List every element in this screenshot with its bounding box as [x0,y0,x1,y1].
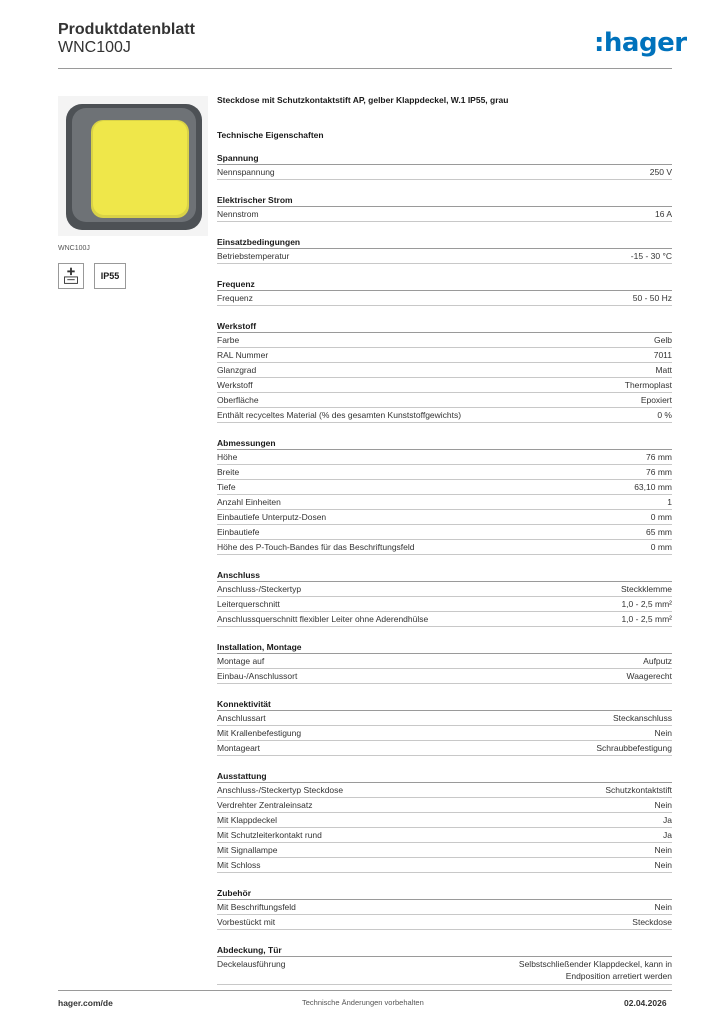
spec-value: 1,0 - 2,5 mm² [621,614,672,624]
spec-value: Waagerecht [626,671,672,681]
spec-row [217,582,672,597]
document-title: Produktdatenblatt [58,21,195,38]
spec-section [217,152,672,180]
spec-section [217,236,672,264]
spec-row [217,249,672,264]
spec-label: Einbautiefe Unterputz-Dosen [217,512,327,522]
spec-value: Gelb [654,335,672,345]
spec-value: Schraubbefestigung [596,743,672,753]
spec-value: 16 A [654,209,672,219]
spec-row [217,900,672,915]
section-title: Abmessungen [217,437,672,450]
spec-row [217,711,672,726]
spec-label: Anschlussquerschnitt flexibler Leiter ohne Aderendhülse [217,614,429,624]
section-title: Werkstoff [217,320,672,333]
spec-label: Farbe [217,335,240,345]
spec-value: 7011 [653,350,672,360]
spec-value: Nein [654,800,672,810]
spec-label: Frequenz [217,293,253,303]
spec-label: Mit Klappdeckel [217,815,278,825]
spec-section [217,278,672,306]
spec-label: Mit Krallenbefestigung [217,728,302,738]
spec-label: Anzahl Einheiten [217,497,281,507]
spec-row [217,798,672,813]
spec-row [217,525,672,540]
spec-label: Oberfläche [217,395,259,405]
footer-divider [58,990,672,991]
spec-label: Montageart [217,743,260,753]
spec-sections [217,152,672,985]
spec-value: Selbstschließender Klappdeckel, kann in Endposition arretiert werden [518,959,672,981]
spec-label: Deckelausführung [217,959,286,969]
spec-value: Ja [663,830,672,840]
protection-class-icon [58,263,84,289]
spec-section [217,320,672,423]
spec-row [217,465,672,480]
product-caption: WNC100J [58,245,90,252]
spec-value: Aufputz [643,656,672,666]
spec-row [217,393,672,408]
spec-label: Montage auf [217,656,265,666]
spec-label: Anschluss-/Steckertyp Steckdose [217,785,344,795]
spec-value: 1 [667,497,672,507]
spec-label: Nennstrom [217,209,259,219]
spec-row [217,783,672,798]
footer-disclaimer: Technische Änderungen vorbehalten [302,998,424,1007]
section-title: Anschluss [217,569,672,582]
spec-section [217,770,672,873]
section-title: Zubehör [217,887,672,900]
spec-row [217,741,672,756]
spec-label: Nennspannung [217,167,275,177]
footer-date: 02.04.2026 [624,998,667,1008]
spec-label: Betriebstemperatur [217,251,290,261]
spec-row [217,843,672,858]
spec-label: Breite [217,467,240,477]
spec-section [217,437,672,555]
spec-value: Schutzkontaktstift [605,785,672,795]
spec-value: 1,0 - 2,5 mm² [621,599,672,609]
spec-value: 76 mm [646,467,672,477]
product-description: Steckdose mit Schutzkontaktstift AP, gelber Klappdeckel, W.1 IP55, grau [217,95,509,105]
spec-value: Ja [663,815,672,825]
spec-value: Matt [655,365,672,375]
section-title: Elektrischer Strom [217,194,672,207]
spec-label: Mit Schutzleiterkontakt rund [217,830,322,840]
spec-value: 63,10 mm [634,482,672,492]
spec-value: 76 mm [646,452,672,462]
spec-value: Steckanschluss [612,713,672,723]
product-cover [93,121,187,215]
spec-row [217,333,672,348]
spec-label: Anschluss-/Steckertyp [217,584,302,594]
spec-label: RAL Nummer [217,350,269,360]
spec-section [217,887,672,930]
spec-row [217,612,672,627]
product-image [58,96,208,236]
spec-row [217,207,672,222]
spec-row [217,726,672,741]
spec-row [217,669,672,684]
spec-label: Mit Signallampe [217,845,278,855]
spec-section [217,944,672,985]
spec-value: Nein [654,902,672,912]
spec-value: 250 V [649,167,672,177]
spec-value: Steckdose [632,917,672,927]
spec-value: Epoxiert [640,395,672,405]
spec-value: 0 mm [650,512,672,522]
spec-row [217,291,672,306]
section-title: Installation, Montage [217,641,672,654]
section-title: Spannung [217,152,672,165]
spec-value: -15 - 30 °C [630,251,672,261]
hager-logo: :hager [594,28,687,58]
section-title: Ausstattung [217,770,672,783]
spec-label: Mit Schloss [217,860,261,870]
spec-section [217,698,672,756]
spec-row [217,165,672,180]
spec-row [217,858,672,873]
spec-label: Einbau-/Anschlussort [217,671,298,681]
spec-row [217,510,672,525]
spec-label: Tiefe [217,482,236,492]
spec-label: Einbautiefe [217,527,260,537]
section-title: Abdeckung, Tür [217,944,672,957]
section-title: Einsatzbedingungen [217,236,672,249]
tech-properties-title: Technische Eigenschaften [217,130,324,140]
ip-rating-badge: IP55 [94,263,126,289]
spec-row [217,654,672,669]
spec-row [217,480,672,495]
spec-row [217,378,672,393]
spec-row [217,828,672,843]
spec-label: Mit Beschriftungsfeld [217,902,296,912]
spec-row [217,408,672,423]
spec-row [217,450,672,465]
spec-label: Glanzgrad [217,365,257,375]
spec-row [217,597,672,612]
spec-section [217,194,672,222]
section-title: Konnektivität [217,698,672,711]
spec-row [217,957,672,985]
spec-value: Nein [654,845,672,855]
spec-label: Vorbestückt mit [217,917,276,927]
spec-content [217,95,672,999]
spec-value: Steckklemme [620,584,672,594]
spec-value: Nein [654,728,672,738]
spec-value: 0 % [657,410,672,420]
section-title: Frequenz [217,278,672,291]
spec-label: Verdrehter Zentraleinsatz [217,800,313,810]
spec-row [217,348,672,363]
document-subtitle: WNC100J [58,39,131,56]
spec-row [217,540,672,555]
spec-label: Werkstoff [217,380,253,390]
spec-row [217,813,672,828]
spec-value: 65 mm [646,527,672,537]
spec-label: Anschlussart [217,713,266,723]
spec-label: Höhe [217,452,238,462]
spec-value: 50 - 50 Hz [632,293,672,303]
spec-label: Enthält recyceltes Material (% des gesamten Kunststoffgewichts) [217,410,462,420]
spec-label: Leiterquerschnitt [217,599,280,609]
spec-value: Thermoplast [624,380,672,390]
spec-section [217,641,672,684]
spec-value: Nein [654,860,672,870]
spec-section [217,569,672,627]
spec-row [217,363,672,378]
spec-value: 0 mm [650,542,672,552]
header-divider [58,68,672,69]
spec-row [217,495,672,510]
spec-label: Höhe des P-Touch-Bandes für das Beschriftungsfeld [217,542,415,552]
spec-row [217,915,672,930]
footer-website: hager.com/de [58,998,113,1008]
